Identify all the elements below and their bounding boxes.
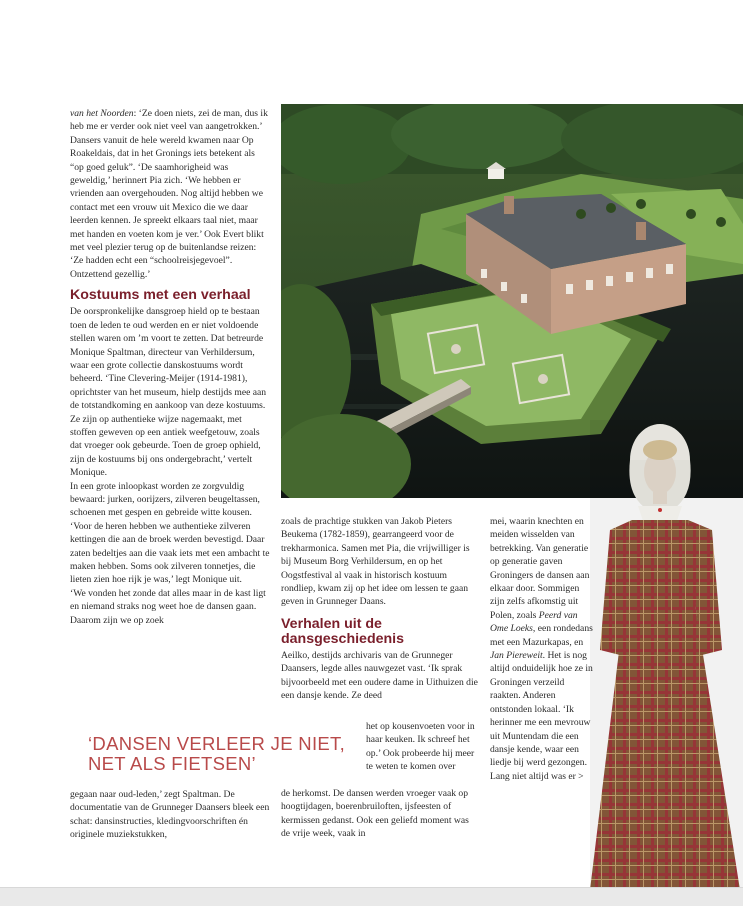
page-edge: [0, 887, 743, 906]
column-left-bottom: [70, 788, 270, 842]
costume-dress-photo: [590, 420, 743, 890]
paragraph: [490, 515, 593, 783]
column-middle-inset: [366, 720, 478, 774]
section-heading: Verhalen uit de dansgeschiedenis: [281, 615, 405, 647]
dance-name: Jan Piereweit: [490, 650, 543, 662]
paragraph: de herkomst. De dansen werden vroeger vaak op hoogtijdagen, boerenbruiloften, ijsfeesten of kermissen gedanst. Ook een geliefd moment was de vrije week, vaak in: [281, 788, 469, 840]
section-heading: Kostuums met een verhaal: [70, 287, 251, 304]
column-right: [490, 515, 593, 783]
paragraph-text: : ‘Ze doen niets, zei de man, dus ik heb me er verder ook niet veel van aangetrokken.’: [70, 108, 268, 133]
paragraph: Aeilko, destijds archivaris van de Grunneger Daansers, legde alles nauwgezet vast. ‘Ik sprak bijvoorbeeld met een oudere dame in Uithuizen die een dansje kende. Ze deed: [281, 649, 478, 702]
column-middle-bottom: [281, 787, 479, 841]
paragraph: zoals de prachtige stukken van Jakob Pieters Beukema (1782-1859), gearrangeerd voor de trekharmonica. Samen met Pia, die vrijwilliger is bij Museum Borg Verhildersum, en op het Oogstfestival al vaak in historisch kostuum rondliep, kwam zij op het idee om lessen te gaan geven in Grunneger Daans.: [281, 516, 470, 608]
paragraph: De oorspronkelijke dansgroep hield op te bestaan toen de leden te oud werden en er niet voldoende stellen waren om ’m voort te zetten. Dat betreurde Monique Spaltman, directeur van Verhildersum, waar een grote collectie danskostuums wordt beheerd. ‘Tine Clevering-Meijer (1914-1981), oprichtster van het museum, hielp destijds mee aan de totstandkoming en aankoop van deze kostuums. Ze zijn op authentieke wijze nagemaakt, met stoffen geweven op een antiek weefgetouw, zoals dat vroeger ook gebeurde. Toen de groep ophield, zijn de kostuums bij ons ondergebracht,’ vertelt Monique.: [70, 306, 267, 479]
paragraph: gegaan naar oud-leden,’ zegt Spaltman. De documentatie van de Grunneger Daansers bleek een schat: dansinstructies, kledingvoorschriften én originele muziekstukken,: [70, 789, 270, 841]
pull-quote: ‘DANSEN VERLEER JE NIET, NET ALS FIETSEN’: [88, 733, 346, 774]
paragraph-text: . Het is nog altijd onduidelijk hoe ze in Groningen verzeild raakten. Anderen ontstonden lokaal. ‘Ik herinner me een mevrouw uit Muntendam die een dansje kende, waar een liedje bij werd gezongen. Lang niet altijd was er >: [490, 650, 593, 782]
dance-name: Peerd van Ome Loeks: [490, 609, 578, 635]
column-middle: [281, 515, 479, 702]
paragraph: ‘We vonden het zonde dat alles maar in de kast ligt en niemand straks nog weet hoe de dansen gaan. Daarom zijn we op zoek: [70, 587, 266, 626]
column-left: [70, 107, 270, 627]
paragraph: het op kousenvoeten voor in haar keuken. Ik schreef het op.’ Ook probeerde hij meer te weten te komen over: [366, 721, 475, 773]
lead-text: van het Noorden: [70, 108, 134, 119]
paragraph: [70, 107, 270, 134]
paragraph-text: mei, waarin knechten en meiden wisselden van betrekking. Van generatie op generatie gaven Groningers de dansen aan elkaar door. Sommigen zijn zelfs afkomstig uit Polen, zoals: [490, 516, 590, 621]
paragraph: In een grote inloopkast worden ze zorgvuldig bewaard: jurken, oorijzers, zilveren beugeltassen, schoenen met gespen en gebreide witte kousen. ‘Voor de heren hebben we authentieke zilveren kettingen die aan de broek werden bevestigd. Daar zaten bedeltjes aan die vaak iets met een ambacht te maken hebben. Soms ook zilveren tonnetjes, die lieten zien hoe rijk je was,’ legt Monique uit.: [70, 480, 270, 586]
paragraph: Dansers vanuit de hele wereld kwamen naar Op Roakeldais, dat in het Gronings iets betekent als “op goed geluk”. ‘De saamhorigheid was geweldig,’ herinnert Pia zich. ‘We hebben er vrienden aan overgehouden. Nog altijd hebben we contact met een vrouw uit Mexico die we daar leerden kennen. Je spreekt elkaars taal niet, maar met handen en voeten kom je ver.’ Ook Evert blikt met veel plezier terug op de buitenlandse reizen: ‘Ze hadden echt een “schoolreisjegevoel”. Ontzettend gezellig.’: [70, 134, 264, 280]
paragraph-text: , een rondedans met een Mazurkapas, en: [490, 623, 593, 648]
